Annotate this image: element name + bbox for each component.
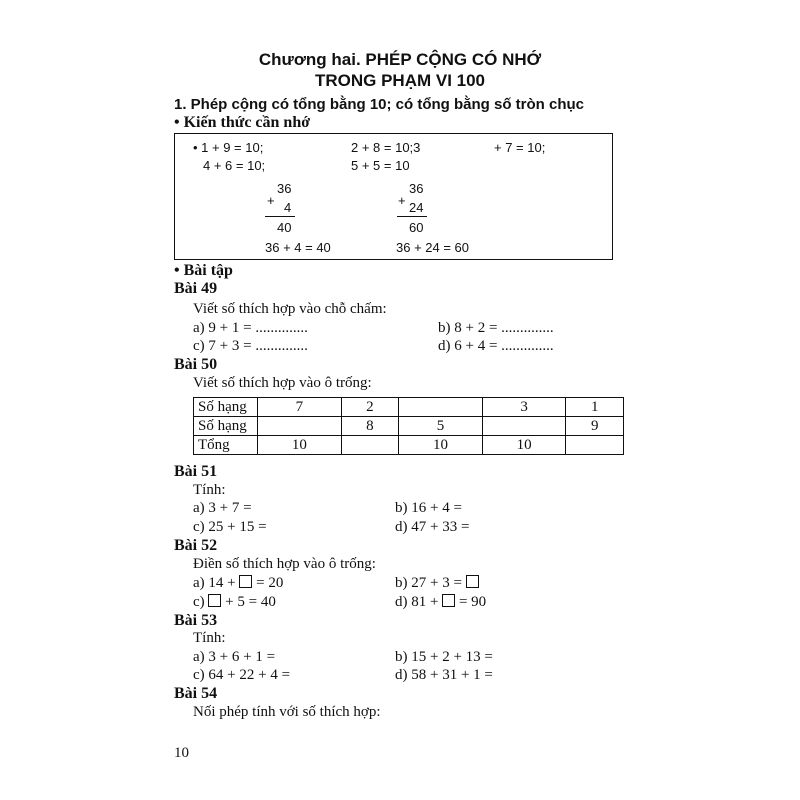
table-cell: 3 xyxy=(482,398,566,417)
bai52-heading: Bài 52 xyxy=(174,537,218,554)
knowledge-r2c1: 4 + 6 = 10; xyxy=(203,158,266,173)
bai52-a-prefix: a) 14 + xyxy=(193,575,236,591)
bai51-heading: Bài 51 xyxy=(174,463,218,480)
table-cell: 1 xyxy=(566,398,624,417)
bai51-a: a) 3 + 7 = xyxy=(193,500,252,516)
page-number: 10 xyxy=(174,745,189,761)
table-cell xyxy=(258,417,342,436)
bai52-c-prefix: c) xyxy=(193,594,205,610)
colB-top: 36 xyxy=(409,181,424,196)
knowledge-r2c2: 5 + 5 = 10 xyxy=(351,158,410,173)
table-row-label: Số hạng xyxy=(194,398,258,417)
colB-plus: + xyxy=(398,193,406,208)
bai52-instruction: Điền số thích hợp vào ô trống: xyxy=(193,556,376,572)
knowledge-r1c2: 2 + 8 = 10;3 xyxy=(351,140,421,155)
answer-box[interactable] xyxy=(208,594,221,607)
bai51-b: b) 16 + 4 = xyxy=(395,500,462,516)
table-cell xyxy=(399,398,483,417)
bai52-a-suffix: = 20 xyxy=(256,575,284,591)
table-row xyxy=(194,417,624,436)
colA-result: 40 xyxy=(277,220,292,235)
bai52-b-prefix: b) 27 + 3 = xyxy=(395,575,462,591)
bai50-instruction: Viết số thích hợp vào ô trống: xyxy=(193,375,372,391)
table-cell: 7 xyxy=(258,398,342,417)
table-row xyxy=(194,436,624,455)
table-cell xyxy=(482,417,566,436)
colA-rule xyxy=(265,216,295,217)
colA-top: 36 xyxy=(277,181,292,196)
answer-box[interactable] xyxy=(442,594,455,607)
bai53-instruction: Tính: xyxy=(193,630,226,646)
bai53-d: d) 58 + 31 + 1 = xyxy=(395,667,493,683)
table-cell: 8 xyxy=(341,417,399,436)
bai53-b: b) 15 + 2 + 13 = xyxy=(395,649,493,665)
colA-addend: 4 xyxy=(284,200,292,215)
bai49-heading: Bài 49 xyxy=(174,280,218,297)
table-cell xyxy=(566,436,624,455)
bai52-d-suffix: = 90 xyxy=(458,594,487,610)
bai52-c-suffix: + 5 = 40 xyxy=(225,594,276,610)
bai52-d xyxy=(395,594,486,611)
colB-addend: 24 xyxy=(409,200,424,215)
table-row-label: Tổng xyxy=(194,436,258,455)
bai51-d: d) 47 + 33 = xyxy=(395,519,470,535)
section-heading: 1. Phép cộng có tổng bằng 10; có tổng bằng số tròn chục xyxy=(174,96,585,113)
knowledge-r1c1: • 1 + 9 = 10; xyxy=(193,140,264,155)
bai54-instruction: Nối phép tính với số thích hợp: xyxy=(193,704,381,720)
colB-caption: 36 + 24 = 60 xyxy=(396,240,470,255)
bai51-c: c) 25 + 15 = xyxy=(193,519,267,535)
knowledge-heading: • Kiến thức cần nhớ xyxy=(174,114,311,131)
chapter-title-line2: TRONG PHẠM VI 100 xyxy=(314,71,486,90)
bai52-d-prefix: d) 81 + xyxy=(395,594,439,610)
bai49-b: b) 8 + 2 = .............. xyxy=(438,320,554,336)
bai53-a: a) 3 + 6 + 1 = xyxy=(193,649,276,665)
answer-box[interactable] xyxy=(466,575,479,588)
table-cell: 10 xyxy=(399,436,483,455)
colA-plus: + xyxy=(267,193,275,208)
answer-box[interactable] xyxy=(239,575,252,588)
colB-result: 60 xyxy=(409,220,424,235)
bai49-c: c) 7 + 3 = .............. xyxy=(193,338,308,354)
bai54-heading: Bài 54 xyxy=(174,685,218,702)
colB-rule xyxy=(397,216,427,217)
colA-caption: 36 + 4 = 40 xyxy=(265,240,331,255)
bai49-instruction: Viết số thích hợp vào chỗ chấm: xyxy=(193,301,387,317)
bai50-heading: Bài 50 xyxy=(174,356,218,373)
addition-table xyxy=(193,397,624,455)
table-row-label: Số hạng xyxy=(194,417,258,436)
bai53-c: c) 64 + 22 + 4 = xyxy=(193,667,291,683)
table-row xyxy=(194,398,624,417)
bai52-c xyxy=(193,594,276,611)
table-cell xyxy=(341,436,399,455)
table-cell: 10 xyxy=(482,436,566,455)
bai49-d: d) 6 + 4 = .............. xyxy=(438,338,554,354)
bai52-b xyxy=(395,575,479,592)
exercises-heading: • Bài tập xyxy=(174,262,233,279)
table-cell: 9 xyxy=(566,417,624,436)
table-cell: 2 xyxy=(341,398,399,417)
knowledge-r1c3: + 7 = 10; xyxy=(494,140,546,155)
table-cell: 5 xyxy=(399,417,483,436)
bai52-a xyxy=(193,575,283,592)
bai49-a: a) 9 + 1 = .............. xyxy=(193,320,308,336)
bai51-instruction: Tính: xyxy=(193,482,226,498)
table-cell: 10 xyxy=(258,436,342,455)
bai53-heading: Bài 53 xyxy=(174,612,218,629)
chapter-title-line1: Chương hai. PHÉP CỘNG CÓ NHỚ xyxy=(258,50,542,69)
